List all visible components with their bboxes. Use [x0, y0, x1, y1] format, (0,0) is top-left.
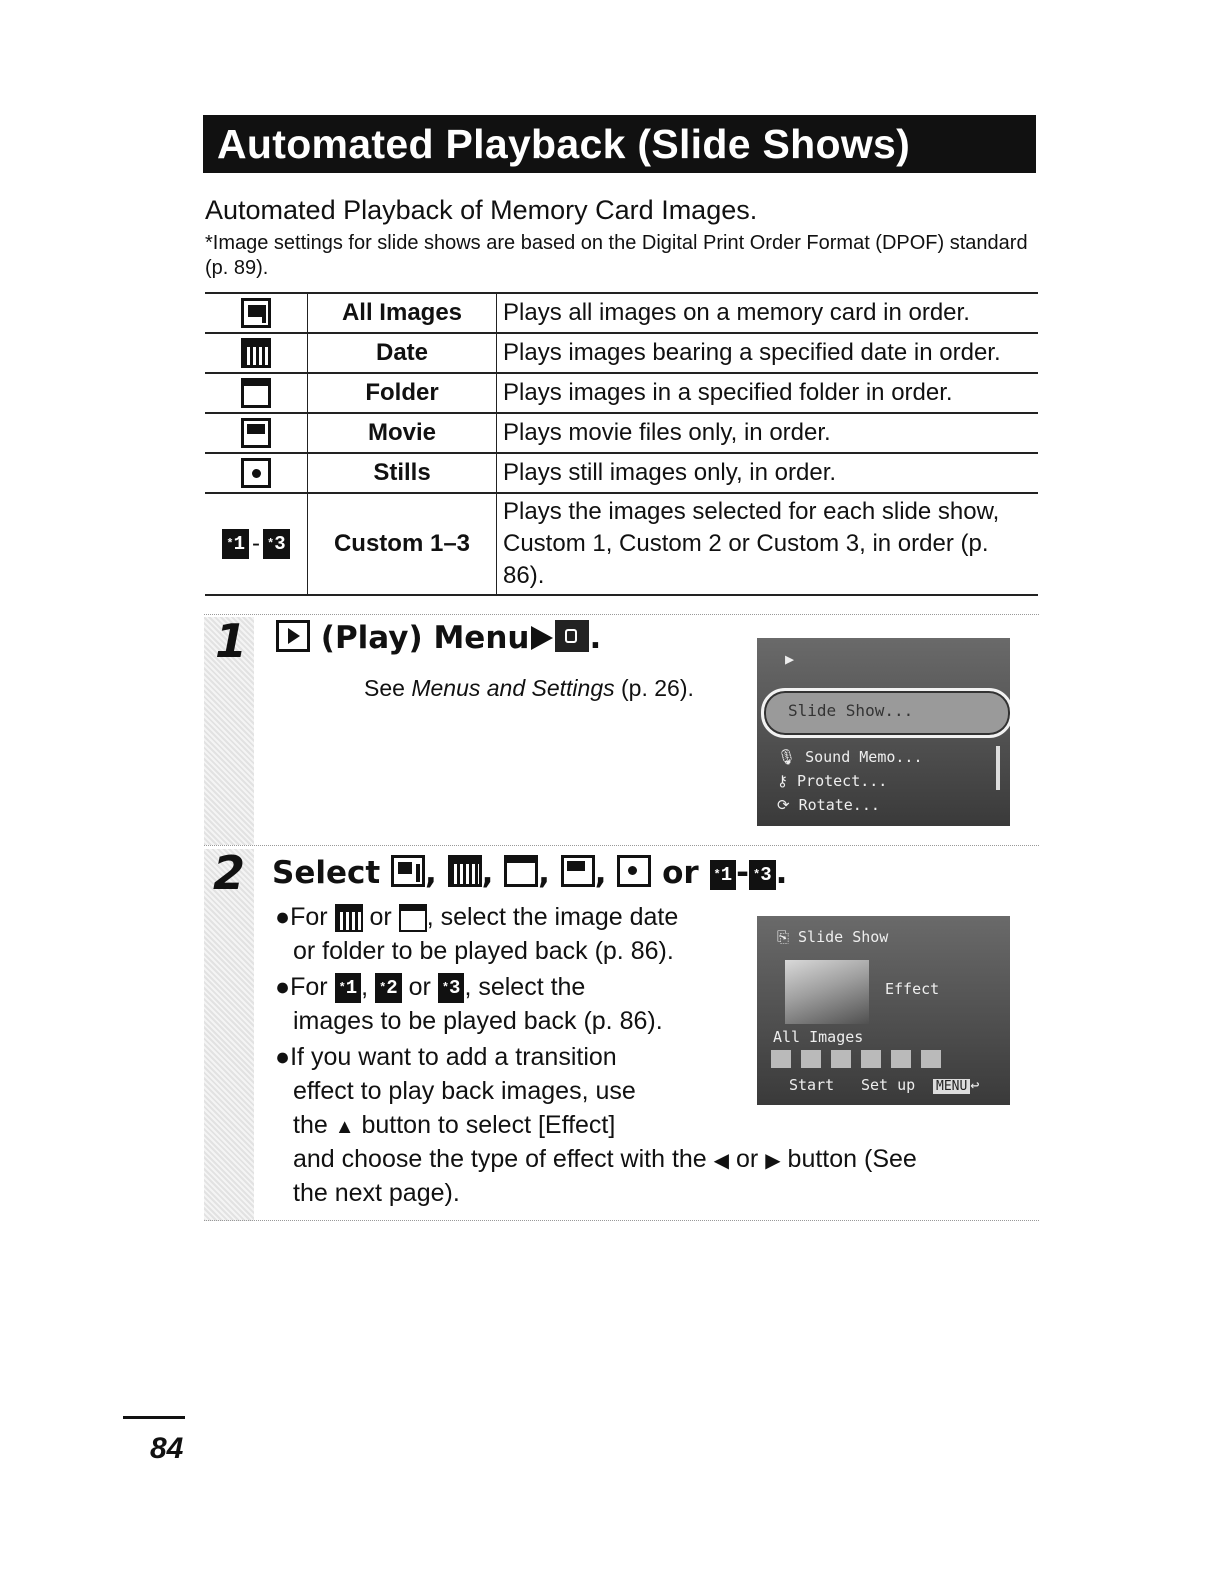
play-menu-screenshot: [757, 638, 1010, 826]
custom-1-icon: *1: [335, 973, 362, 1003]
bullet-effect: ●If you want to add a transition: [275, 1043, 617, 1071]
mode-name: Folder: [308, 373, 497, 413]
custom-2-icon: *2: [375, 973, 402, 1003]
mode-strip: [771, 1050, 1007, 1070]
mode-name: Movie: [308, 413, 497, 453]
mode-name: All Images: [308, 293, 497, 333]
page-title: Automated Playback (Slide Shows): [203, 115, 1036, 173]
date-icon: [241, 338, 271, 368]
all-images-icon: [391, 855, 425, 887]
mode-description: Plays images bearing a specified date in order.: [497, 333, 1039, 373]
page-number-rule: [123, 1416, 185, 1419]
arrow-right-icon: [531, 626, 553, 650]
section-subtitle: Automated Playback of Memory Card Images.: [205, 195, 758, 225]
mode-description: Plays movie files only, in order.: [497, 413, 1039, 453]
date-icon: [335, 904, 363, 932]
mode-name: Stills: [308, 453, 497, 493]
dpof-note: *Image settings for slide shows are based on the Digital Print Order Format (DPOF) standard (p. 89).: [205, 232, 1028, 279]
effect-label: Effect: [885, 980, 940, 998]
folder-icon: [831, 1050, 851, 1068]
mode-description: Plays images in a specified folder in order.: [497, 373, 1039, 413]
date-icon: [448, 855, 482, 887]
right-arrow-icon: ▶: [765, 1150, 781, 1172]
custom-1-icon: *1: [222, 529, 249, 559]
menu-return: MENU ↩: [933, 1076, 979, 1094]
all-images-icon: [241, 298, 271, 328]
stills-icon: [891, 1050, 911, 1068]
stills-icon: [241, 458, 271, 488]
custom-3-icon: *3: [749, 860, 776, 890]
table-row: [205, 293, 1038, 333]
movie-icon: [241, 418, 271, 448]
selected-mode-label: All Images: [773, 1028, 864, 1046]
up-arrow-icon: ▲: [334, 1116, 355, 1138]
step-2-instructions: ●For or , select the image date or folder to be played back (p. 86). ●For *1 , *2 or *3 , select the images to be played back (p. 86). ●If you want to add a transition effect to play back images, use the ▲ button to select [Effect] and choose the type of effect with the ◀ or ▶ button (See the next page).: [275, 900, 745, 1210]
menu-item: 🎙 Sound Memo...: [777, 748, 923, 766]
folder-icon: [399, 904, 427, 932]
mode-description: Plays the images selected for each slide show, Custom 1, Custom 2 or Custom 3, in order (p. 86).: [497, 493, 1039, 595]
table-row: [205, 333, 1038, 373]
play-tab-icon: ▶: [785, 650, 795, 668]
folder-icon: [504, 855, 538, 887]
movie-icon: [561, 855, 595, 887]
play-icon: [276, 620, 310, 652]
custom-3-icon: *3: [438, 973, 465, 1003]
step-1-heading: (Play) Menu .: [276, 620, 601, 656]
all-images-icon: [771, 1050, 791, 1068]
slide-show-modes-table: [205, 292, 1038, 596]
date-icon: [801, 1050, 821, 1068]
mode-name: Date: [308, 333, 497, 373]
left-arrow-icon: ◀: [713, 1150, 730, 1172]
bullet-date-folder: ●For or , select the image date: [275, 903, 679, 931]
menu-item: ⟳ Rotate...: [777, 796, 880, 814]
slide-show-icon: [555, 620, 589, 652]
mode-name: Custom 1–3: [308, 493, 497, 595]
stills-icon: [617, 855, 651, 887]
movie-icon: [861, 1050, 881, 1068]
setup-label: Set up: [861, 1076, 916, 1094]
preview-thumbnail: [785, 960, 869, 1024]
menu-item: ⚷ Protect...: [777, 772, 888, 790]
table-row: *1 - *3 Custom 1–3 Plays the images selected for each slide show, Custom 1, Custom 2 or Custom 3, in order (p. 86).: [205, 493, 1038, 595]
page-number: 84: [150, 1432, 184, 1465]
menu-scrollbar: [996, 746, 1000, 790]
menus-reference: See Menus and Settings (p. 26).: [364, 675, 694, 701]
folder-icon: [241, 378, 271, 408]
step-divider: [204, 1220, 1039, 1224]
custom-3-icon: *3: [263, 529, 290, 559]
slide-show-title: ⎘ Slide Show: [777, 928, 889, 946]
start-label: Start: [789, 1076, 835, 1094]
step-divider: [204, 845, 1039, 849]
step-divider: [204, 614, 1039, 618]
bullet-custom: ●For *1 , *2 or *3 , select the: [275, 970, 585, 1004]
slide-show-menu-item: Slide Show...: [761, 688, 1010, 738]
step-2-bar: [204, 849, 254, 1221]
custom-icon: [921, 1050, 941, 1068]
mode-description: Plays all images on a memory card in order.: [497, 293, 1039, 333]
table-row: [205, 453, 1038, 493]
table-row: [205, 373, 1038, 413]
step-2-heading: Select , , , , or *1 - *3 .: [272, 855, 788, 891]
slide-show-screenshot: [757, 916, 1010, 1105]
step-1-number: 1: [215, 614, 248, 668]
table-row: [205, 413, 1038, 453]
step-2-number: 2: [213, 846, 246, 900]
mode-description: Plays still images only, in order.: [497, 453, 1039, 493]
custom-1-icon: *1: [710, 860, 737, 890]
